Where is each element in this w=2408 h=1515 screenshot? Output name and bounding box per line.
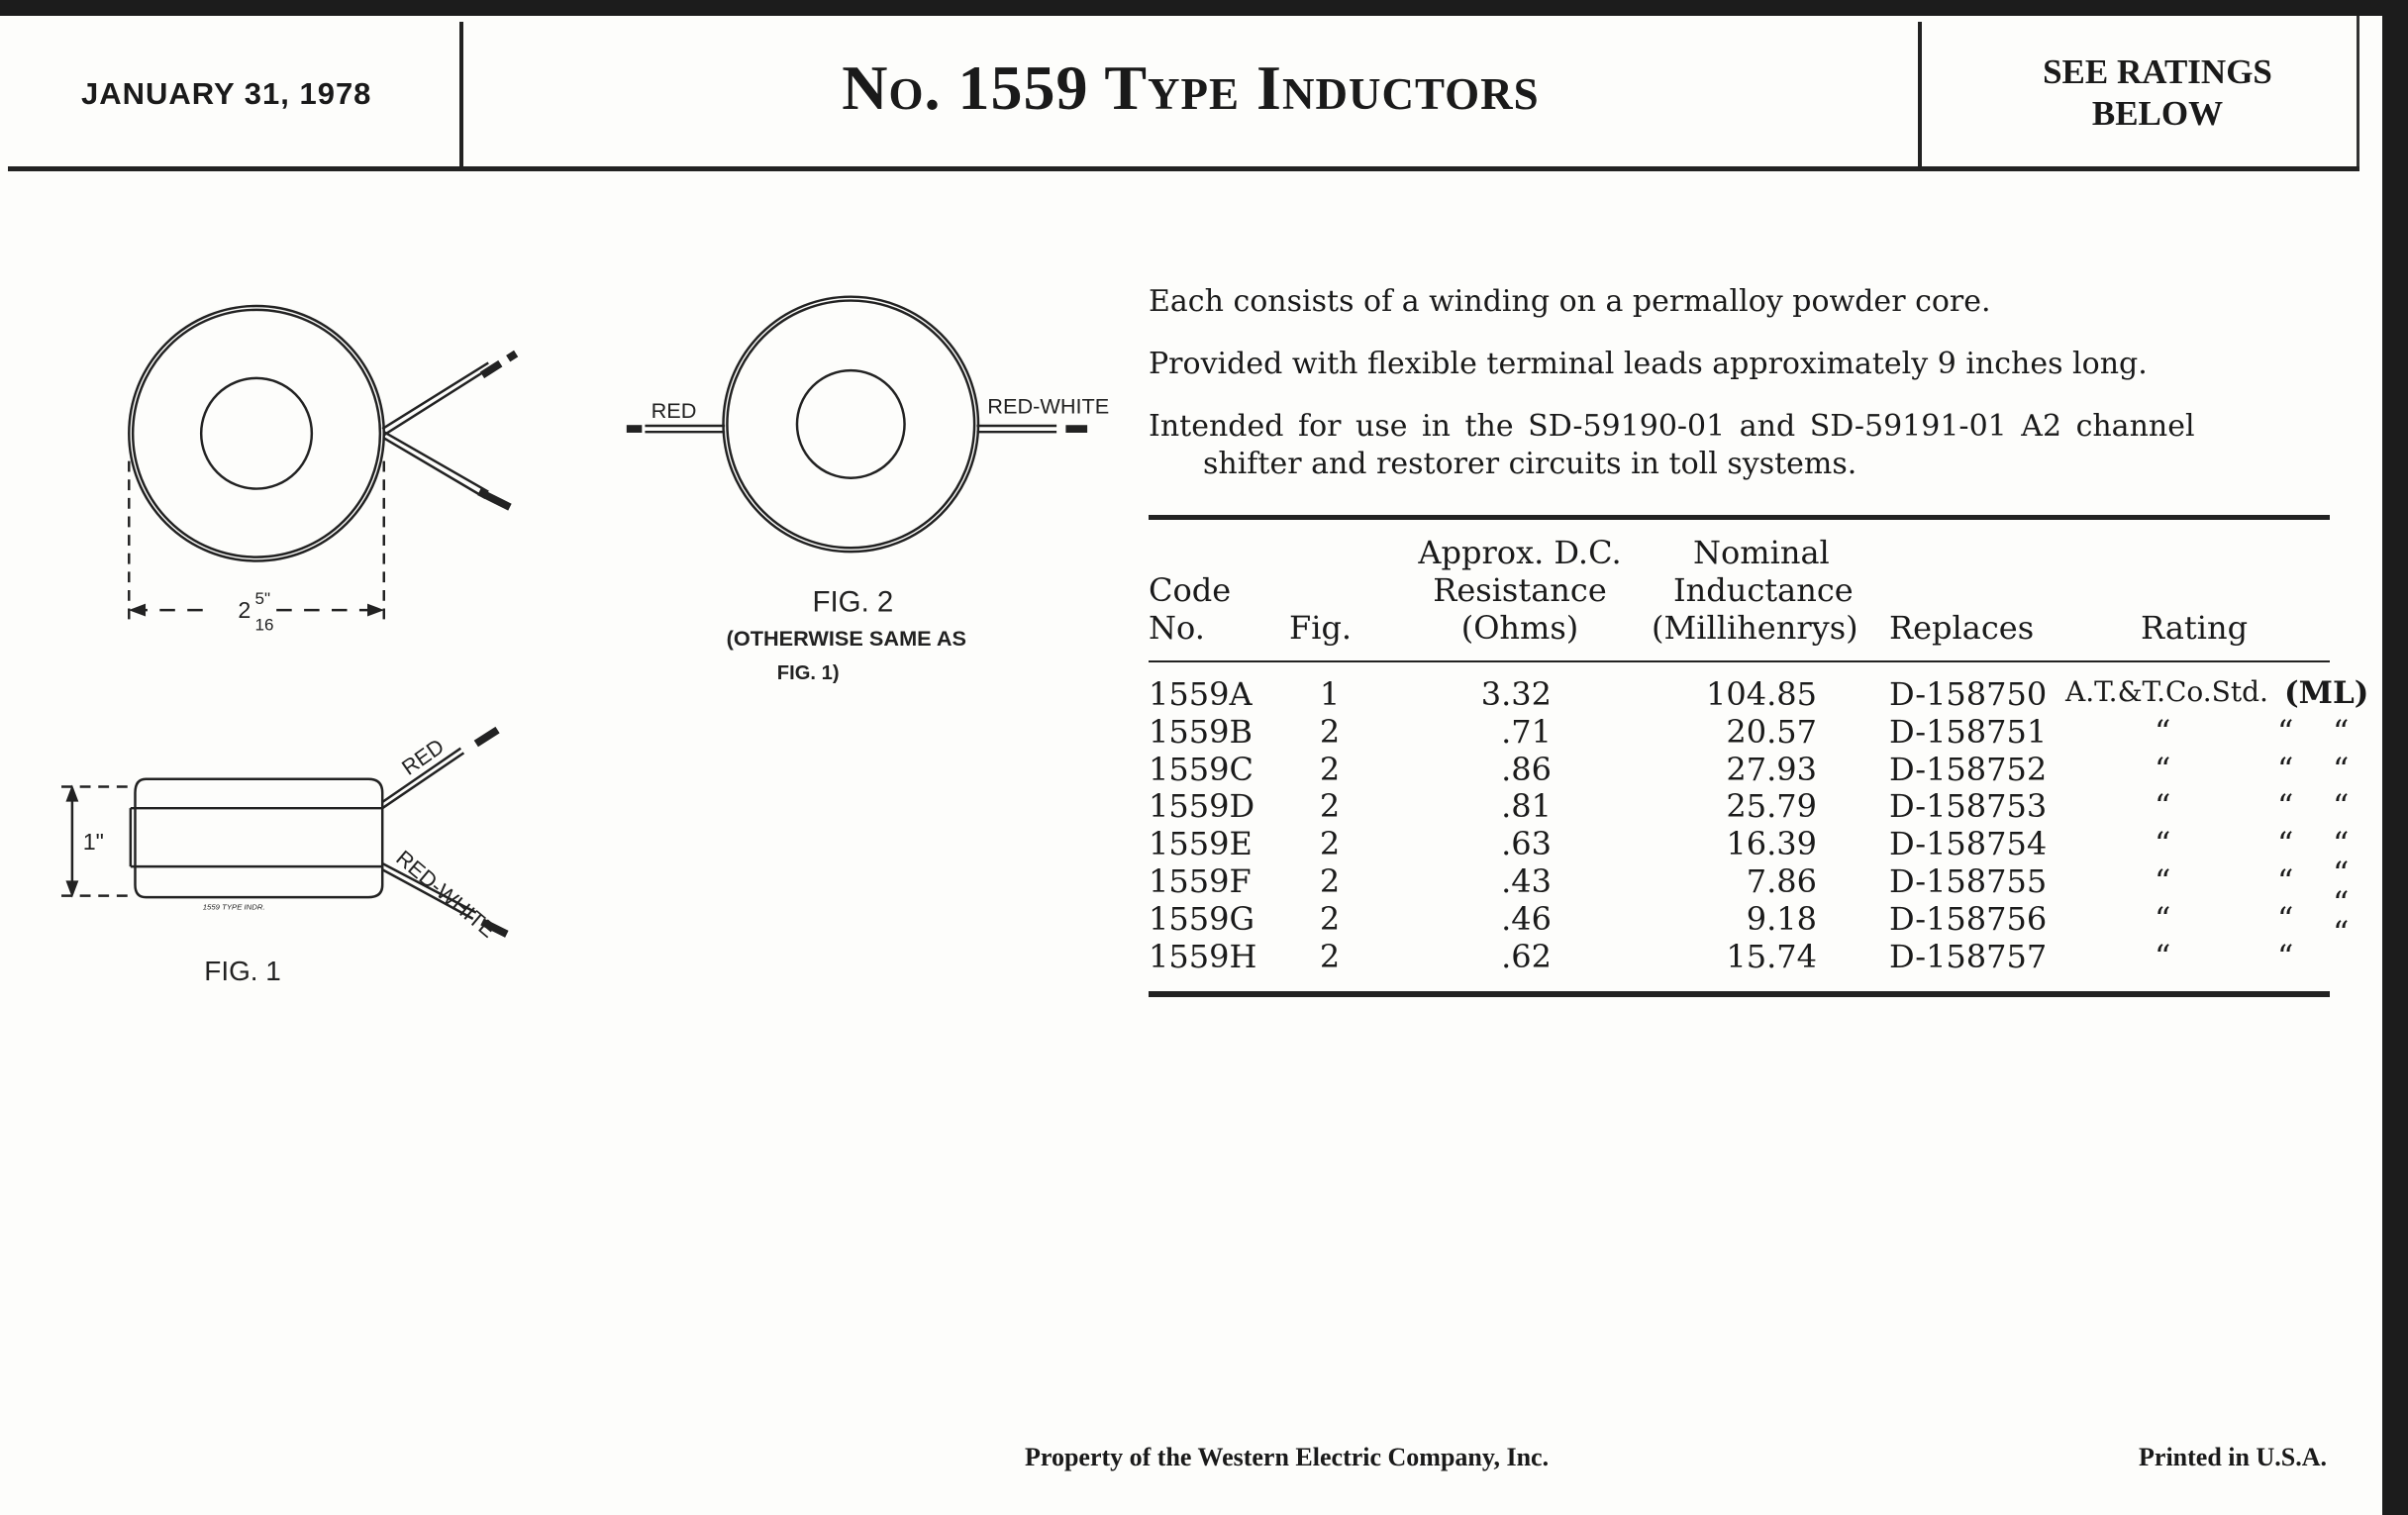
cell-replaces: D-158752 <box>1889 750 2048 788</box>
cell-rating: “ <box>2277 787 2294 826</box>
cell-code: 1559H <box>1149 937 1257 975</box>
cell-rating: “ <box>2333 825 2350 863</box>
cell-inductance: 15.74 <box>1726 937 1817 975</box>
cell-rating: “ <box>2155 750 2171 788</box>
cell-resistance: .43 <box>1501 862 1552 900</box>
cell-code: 1559C <box>1149 750 1254 788</box>
cell-rating: “ <box>2155 937 2171 975</box>
fig1-width-whole: 2 <box>238 596 251 623</box>
fig2-caption: FIG. 2 <box>812 585 894 619</box>
cell-rating: “ <box>2333 787 2350 826</box>
table-top-rule <box>1149 515 2330 520</box>
header-code <box>1149 571 1231 647</box>
cell-fig: 2 <box>1319 712 1341 751</box>
cell-resistance: .81 <box>1501 787 1552 826</box>
cell-inductance: 20.57 <box>1726 712 1817 751</box>
header-inductance-line: Inductance <box>1673 571 1854 609</box>
cell-code: 1559B <box>1149 712 1253 751</box>
header-fig: Fig. <box>1289 609 1353 647</box>
cell-code: 1559D <box>1149 787 1255 826</box>
header-resistance <box>1401 534 1639 647</box>
cell-rating: “ <box>2333 712 2350 751</box>
cell-resistance: .63 <box>1501 825 1552 863</box>
header-inductance-line: (Millihenrys) <box>1652 609 1858 647</box>
cell-replaces: D-158755 <box>1889 862 2048 900</box>
fig1-lead-red-label: RED <box>397 733 449 780</box>
cell-replaces: D-158757 <box>1889 937 2048 975</box>
cell-fig: 2 <box>1319 862 1341 900</box>
fig1-width-denominator: 16 <box>254 615 274 635</box>
cell-code: 1559E <box>1149 825 1253 863</box>
cell-rating: “ <box>2333 913 2350 952</box>
page-title: No. 1559 Type Inductors <box>842 52 1540 123</box>
header-replaces: Replaces <box>1889 609 2035 647</box>
cell-rating: “ <box>2333 855 2350 892</box>
cell-code: 1559A <box>1149 675 1253 713</box>
cell-rating: “ <box>2155 899 2171 938</box>
cell-fig: 1 <box>1319 675 1341 713</box>
header-resistance-line: Approx. D.C. <box>1418 534 1622 571</box>
cell-replaces: D-158756 <box>1889 899 2048 938</box>
fig2-lead-red-label: RED <box>651 398 697 424</box>
cell-rating: “ <box>2277 899 2294 938</box>
cell-replaces: D-158754 <box>1889 825 2048 863</box>
cell-inductance: 27.93 <box>1726 750 1817 788</box>
cell-rating: “ <box>2277 825 2294 863</box>
cell-rating: “ <box>2155 825 2171 863</box>
cell-inductance: 9.18 <box>1746 899 1817 938</box>
cell-resistance: .71 <box>1501 712 1552 751</box>
footer-property: Property of the Western Electric Company, Inc. <box>1025 1443 1550 1471</box>
header-resistance-line: (Ohms) <box>1460 609 1579 647</box>
ratings-line: BELOW <box>2091 94 2224 133</box>
cell-resistance: 3.32 <box>1480 675 1552 713</box>
fig1-lead-redwhite-label: RED-WHITE <box>391 845 501 943</box>
cell-inductance: 25.79 <box>1726 787 1817 826</box>
cell-replaces: D-158750 <box>1889 675 2048 713</box>
cell-resistance: .86 <box>1501 750 1552 788</box>
footer-printed: Printed in U.S.A. <box>2139 1443 2327 1471</box>
fig2-note: FIG. 1) <box>776 661 840 684</box>
fig2-toroid <box>627 297 1087 552</box>
cell-inductance: 16.39 <box>1726 825 1817 863</box>
cell-rating: “ <box>2277 937 2294 975</box>
table-bottom-rule <box>1149 991 2330 997</box>
cell-fig: 2 <box>1319 899 1341 938</box>
fig1-width-numerator: 5" <box>254 588 271 608</box>
cell-rating: “ <box>2333 883 2350 922</box>
fig2-lead-redwhite-label: RED-WHITE <box>987 393 1110 419</box>
cell-code: 1559F <box>1149 862 1252 900</box>
cell-rating: “ <box>2277 750 2294 788</box>
cell-rating: “ <box>2333 750 2350 788</box>
cell-rating: “ <box>2155 862 2171 900</box>
description-line: Intended for use in the SD-59190-01 and SD-59191-01 A2 channel <box>1149 409 2195 444</box>
cell-resistance: .46 <box>1501 899 1552 938</box>
fig2-note: (OTHERWISE SAME AS <box>726 625 967 651</box>
fig1-toroid-top-view <box>129 306 516 623</box>
header-code-line: No. <box>1149 609 1205 647</box>
fig1-body-label: 1559 TYPE INDR. <box>202 902 265 912</box>
ratings-line: SEE RATINGS <box>2043 52 2272 91</box>
cell-rating: “ <box>2277 862 2294 900</box>
date: JANUARY 31, 1978 <box>81 76 372 111</box>
table-header-rule <box>1149 660 2330 662</box>
cell-replaces: D-158753 <box>1889 787 2048 826</box>
header-resistance-line: Resistance <box>1433 571 1607 609</box>
cell-rating: “ <box>2277 712 2294 751</box>
cell-code: 1559G <box>1149 899 1254 938</box>
cell-resistance: .62 <box>1501 937 1552 975</box>
cell-fig: 2 <box>1319 750 1341 788</box>
fig1-height: 1" <box>82 829 104 856</box>
cell-fig: 2 <box>1319 787 1341 826</box>
header-inductance <box>1652 534 1858 647</box>
cell-rating: (ML) <box>2284 675 2369 711</box>
cell-inductance: 7.86 <box>1746 862 1817 900</box>
header-inductance-line: Nominal <box>1693 534 1830 571</box>
cell-replaces: D-158751 <box>1889 712 2048 751</box>
cell-fig: 2 <box>1319 825 1341 863</box>
cell-inductance: 104.85 <box>1706 675 1817 713</box>
description-line: Provided with flexible terminal leads approximately 9 inches long. <box>1149 347 2148 381</box>
cell-rating: “ <box>2155 787 2171 826</box>
description-line: shifter and restorer circuits in toll systems. <box>1203 447 1857 481</box>
cell-rating: “ <box>2155 712 2171 751</box>
cell-fig: 2 <box>1319 937 1341 975</box>
header-code-line: Code <box>1149 571 1232 609</box>
description-line: Each consists of a winding on a permalloy powder core. <box>1149 284 1991 319</box>
fig1-caption: FIG. 1 <box>204 955 281 986</box>
cell-rating: A.T.&T.Co.Std. <box>2065 675 2268 708</box>
header-rating: Rating <box>2141 609 2249 647</box>
